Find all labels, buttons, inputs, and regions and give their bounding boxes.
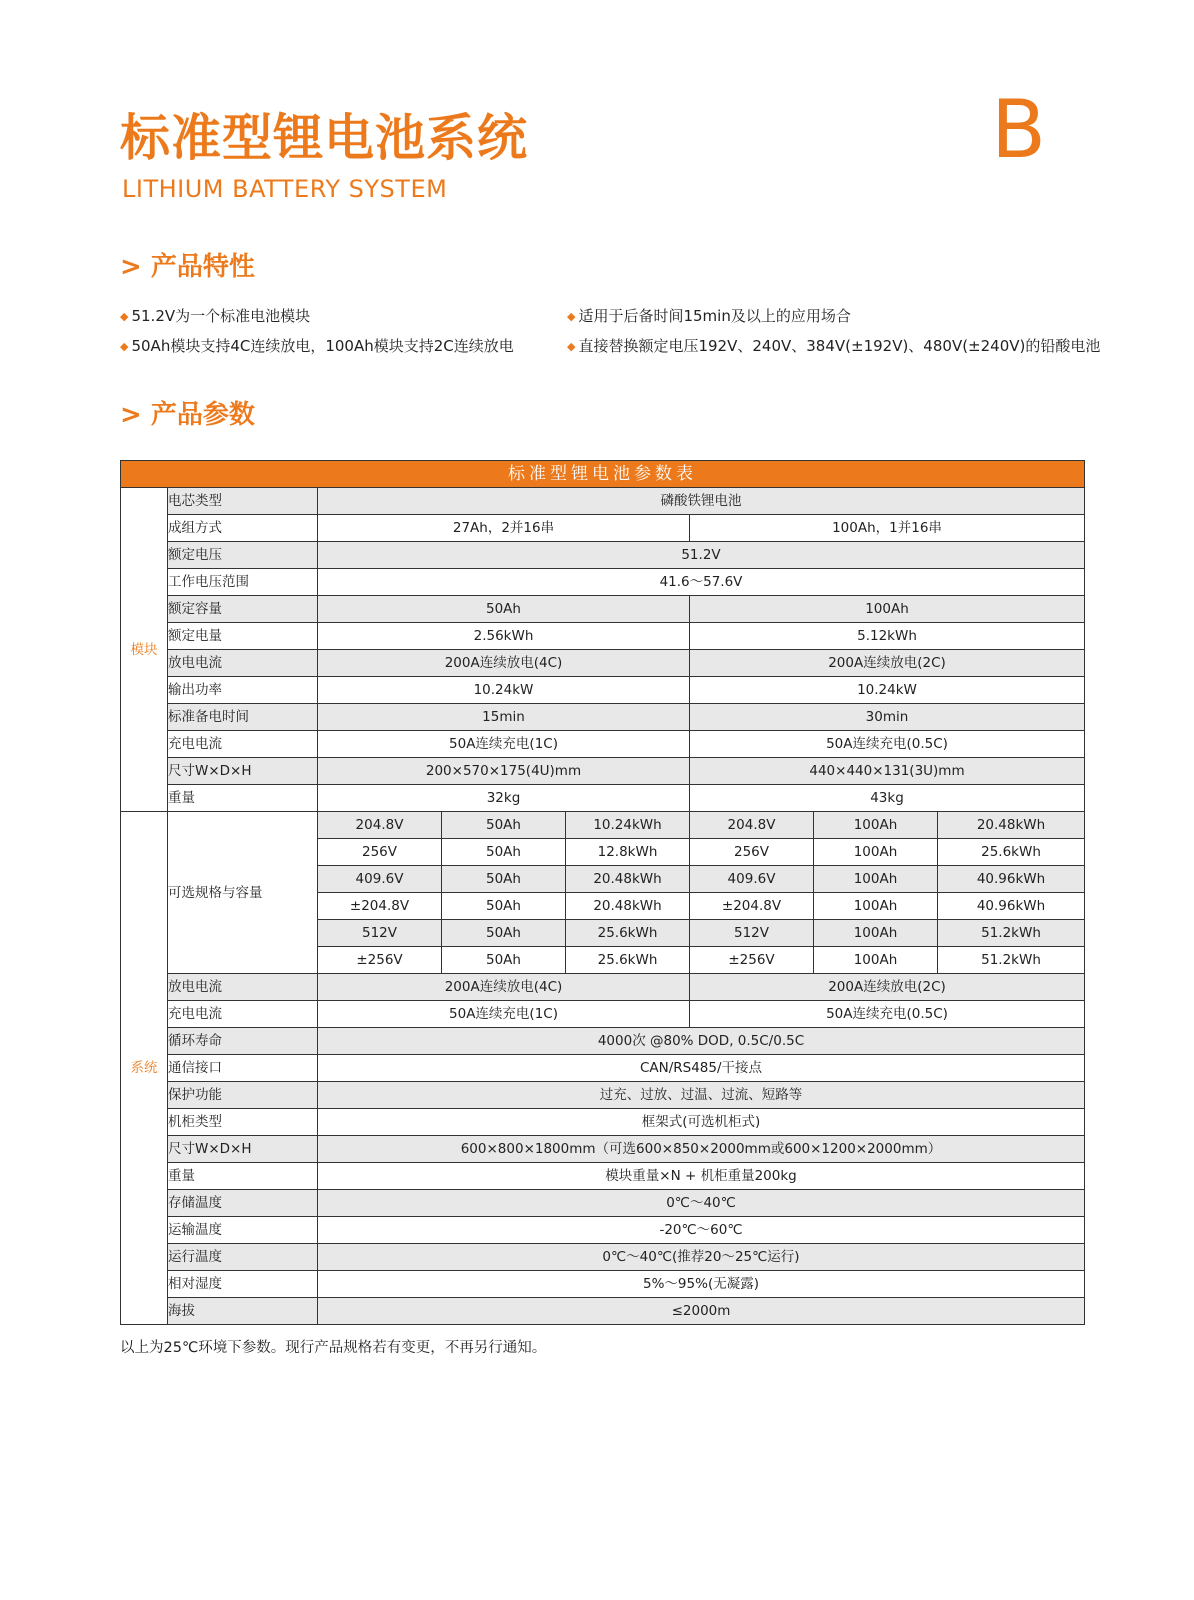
row-label: 电芯类型 <box>168 488 318 515</box>
row-value: 200A连续放电(2C) <box>690 974 1085 1001</box>
row-value: ≤2000m <box>318 1298 1085 1325</box>
option-cell: 100Ah <box>814 947 938 974</box>
row-label: 充电电流 <box>168 731 318 758</box>
row-value: 10.24kW <box>690 677 1085 704</box>
table-row <box>121 1217 1085 1244</box>
option-cell: 50Ah <box>442 839 566 866</box>
table-title-row <box>121 461 1085 488</box>
feature-item: ◆ 直接替换额定电压192V、240V、384V(±192V)、480V(±240V)的铅酸电池 <box>567 337 1101 355</box>
option-cell: 100Ah <box>814 920 938 947</box>
row-value: 32kg <box>318 785 690 812</box>
table-row <box>121 515 1085 542</box>
table-row <box>121 1163 1085 1190</box>
table-row <box>121 812 1085 839</box>
option-cell: 20.48kWh <box>566 866 690 893</box>
row-value: 200×570×175(4U)mm <box>318 758 690 785</box>
table-title: 标准型锂电池参数表 <box>121 461 1085 488</box>
option-cell: 50Ah <box>442 812 566 839</box>
row-label: 额定电压 <box>168 542 318 569</box>
row-value: 15min <box>318 704 690 731</box>
row-value: 51.2V <box>318 542 1085 569</box>
row-label: 额定容量 <box>168 596 318 623</box>
features-heading: > 产品特性 <box>120 252 255 282</box>
table-row <box>121 1298 1085 1325</box>
row-label: 保护功能 <box>168 1082 318 1109</box>
option-cell: 50Ah <box>442 947 566 974</box>
table-row <box>121 758 1085 785</box>
row-value: 磷酸铁锂电池 <box>318 488 1085 515</box>
row-label: 可选规格与容量 <box>168 812 318 974</box>
row-value: 50A连续充电(0.5C) <box>690 731 1085 758</box>
feature-item: ◆ 适用于后备时间15min及以上的应用场合 <box>567 307 851 325</box>
option-cell: 25.6kWh <box>938 839 1085 866</box>
option-cell: 50Ah <box>442 920 566 947</box>
bullet-icon: ◆ <box>120 310 129 323</box>
row-value: 5%～95%(无凝露) <box>318 1271 1085 1298</box>
row-label: 放电电流 <box>168 650 318 677</box>
row-label: 海拔 <box>168 1298 318 1325</box>
params-heading: > 产品参数 <box>120 400 255 430</box>
row-value: CAN/RS485/干接点 <box>318 1055 1085 1082</box>
row-value: -20℃～60℃ <box>318 1217 1085 1244</box>
option-cell: 20.48kWh <box>566 893 690 920</box>
option-cell: ±256V <box>318 947 442 974</box>
row-label: 机柜类型 <box>168 1109 318 1136</box>
row-label: 尺寸W×D×H <box>168 1136 318 1163</box>
option-cell: 40.96kWh <box>938 893 1085 920</box>
row-label: 尺寸W×D×H <box>168 758 318 785</box>
row-label: 成组方式 <box>168 515 318 542</box>
table-row <box>121 1082 1085 1109</box>
row-value: 50Ah <box>318 596 690 623</box>
option-cell: 512V <box>690 920 814 947</box>
row-label: 存储温度 <box>168 1190 318 1217</box>
row-label: 相对湿度 <box>168 1271 318 1298</box>
row-value: 50A连续充电(1C) <box>318 1001 690 1028</box>
table-row <box>121 1271 1085 1298</box>
table-row <box>121 677 1085 704</box>
row-value: 200A连续放电(2C) <box>690 650 1085 677</box>
option-cell: 50Ah <box>442 866 566 893</box>
option-cell: 409.6V <box>690 866 814 893</box>
row-value: 5.12kWh <box>690 623 1085 650</box>
table-row <box>121 569 1085 596</box>
row-value: 440×440×131(3U)mm <box>690 758 1085 785</box>
row-value: 200A连续放电(4C) <box>318 974 690 1001</box>
row-label: 输出功率 <box>168 677 318 704</box>
table-row <box>121 1028 1085 1055</box>
table-row <box>121 488 1085 515</box>
feature-item: ◆ 50Ah模块支持4C连续放电，100Ah模块支持2C连续放电 <box>120 337 514 355</box>
row-value: 100Ah <box>690 596 1085 623</box>
group-label-module: 模块 <box>121 488 168 812</box>
bullet-icon: ◆ <box>120 340 129 353</box>
row-value: 30min <box>690 704 1085 731</box>
option-cell: 409.6V <box>318 866 442 893</box>
option-cell: ±256V <box>690 947 814 974</box>
table-row <box>121 785 1085 812</box>
table-row <box>121 596 1085 623</box>
row-value: 模块重量×N + 机柜重量200kg <box>318 1163 1085 1190</box>
table-row <box>121 542 1085 569</box>
row-label: 额定电量 <box>168 623 318 650</box>
option-cell: ±204.8V <box>318 893 442 920</box>
row-label: 循环寿命 <box>168 1028 318 1055</box>
option-cell: 25.6kWh <box>566 947 690 974</box>
spec-table <box>120 460 1085 1325</box>
table-row <box>121 731 1085 758</box>
feature-item: ◆ 51.2V为一个标准电池模块 <box>120 307 311 325</box>
table-row <box>121 1136 1085 1163</box>
option-cell: 12.8kWh <box>566 839 690 866</box>
option-cell: 204.8V <box>318 812 442 839</box>
option-cell: 100Ah <box>814 866 938 893</box>
table-row <box>121 1109 1085 1136</box>
group-label-system: 系统 <box>121 812 168 1325</box>
option-cell: 51.2kWh <box>938 920 1085 947</box>
option-cell: 25.6kWh <box>566 920 690 947</box>
row-label: 通信接口 <box>168 1055 318 1082</box>
bullet-icon: ◆ <box>567 310 576 323</box>
page-subtitle: LITHIUM BATTERY SYSTEM <box>122 175 448 203</box>
table-row <box>121 1190 1085 1217</box>
option-cell: 204.8V <box>690 812 814 839</box>
option-cell: 51.2kWh <box>938 947 1085 974</box>
option-cell: 256V <box>690 839 814 866</box>
row-value: 2.56kWh <box>318 623 690 650</box>
option-cell: 40.96kWh <box>938 866 1085 893</box>
row-value: 10.24kW <box>318 677 690 704</box>
row-value: 50A连续充电(0.5C) <box>690 1001 1085 1028</box>
row-value: 4000次 @80% DOD, 0.5C/0.5C <box>318 1028 1085 1055</box>
table-row <box>121 1244 1085 1271</box>
option-cell: 512V <box>318 920 442 947</box>
row-value: 100Ah，1并16串 <box>690 515 1085 542</box>
row-value: 600×800×1800mm（可选600×850×2000mm或600×1200×2000mm） <box>318 1136 1085 1163</box>
row-value: 过充、过放、过温、过流、短路等 <box>318 1082 1085 1109</box>
row-label: 充电电流 <box>168 1001 318 1028</box>
option-cell: 10.24kWh <box>566 812 690 839</box>
row-value: 0℃～40℃(推荐20～25℃运行) <box>318 1244 1085 1271</box>
row-value: 50A连续充电(1C) <box>318 731 690 758</box>
table-row <box>121 623 1085 650</box>
footnote: 以上为25℃环境下参数。现行产品规格若有变更，不再另行通知。 <box>120 1340 547 1356</box>
table-row <box>121 1001 1085 1028</box>
row-label: 放电电流 <box>168 974 318 1001</box>
row-value: 200A连续放电(4C) <box>318 650 690 677</box>
option-cell: 100Ah <box>814 812 938 839</box>
option-cell: 100Ah <box>814 893 938 920</box>
row-value: 0℃～40℃ <box>318 1190 1085 1217</box>
row-value: 41.6～57.6V <box>318 569 1085 596</box>
option-cell: ±204.8V <box>690 893 814 920</box>
bullet-icon: ◆ <box>567 340 576 353</box>
option-cell: 100Ah <box>814 839 938 866</box>
table-row <box>121 704 1085 731</box>
table-row <box>121 1055 1085 1082</box>
row-label: 工作电压范围 <box>168 569 318 596</box>
option-cell: 256V <box>318 839 442 866</box>
section-letter: B <box>991 83 1046 176</box>
row-value: 43kg <box>690 785 1085 812</box>
page-title: 标准型锂电池系统 <box>120 109 528 167</box>
table-row <box>121 974 1085 1001</box>
row-label: 运行温度 <box>168 1244 318 1271</box>
option-cell: 50Ah <box>442 893 566 920</box>
row-label: 标准备电时间 <box>168 704 318 731</box>
table-row <box>121 650 1085 677</box>
option-cell: 20.48kWh <box>938 812 1085 839</box>
row-label: 重量 <box>168 1163 318 1190</box>
row-label: 重量 <box>168 785 318 812</box>
row-value: 27Ah，2并16串 <box>318 515 690 542</box>
row-label: 运输温度 <box>168 1217 318 1244</box>
row-value: 框架式(可选机柜式) <box>318 1109 1085 1136</box>
